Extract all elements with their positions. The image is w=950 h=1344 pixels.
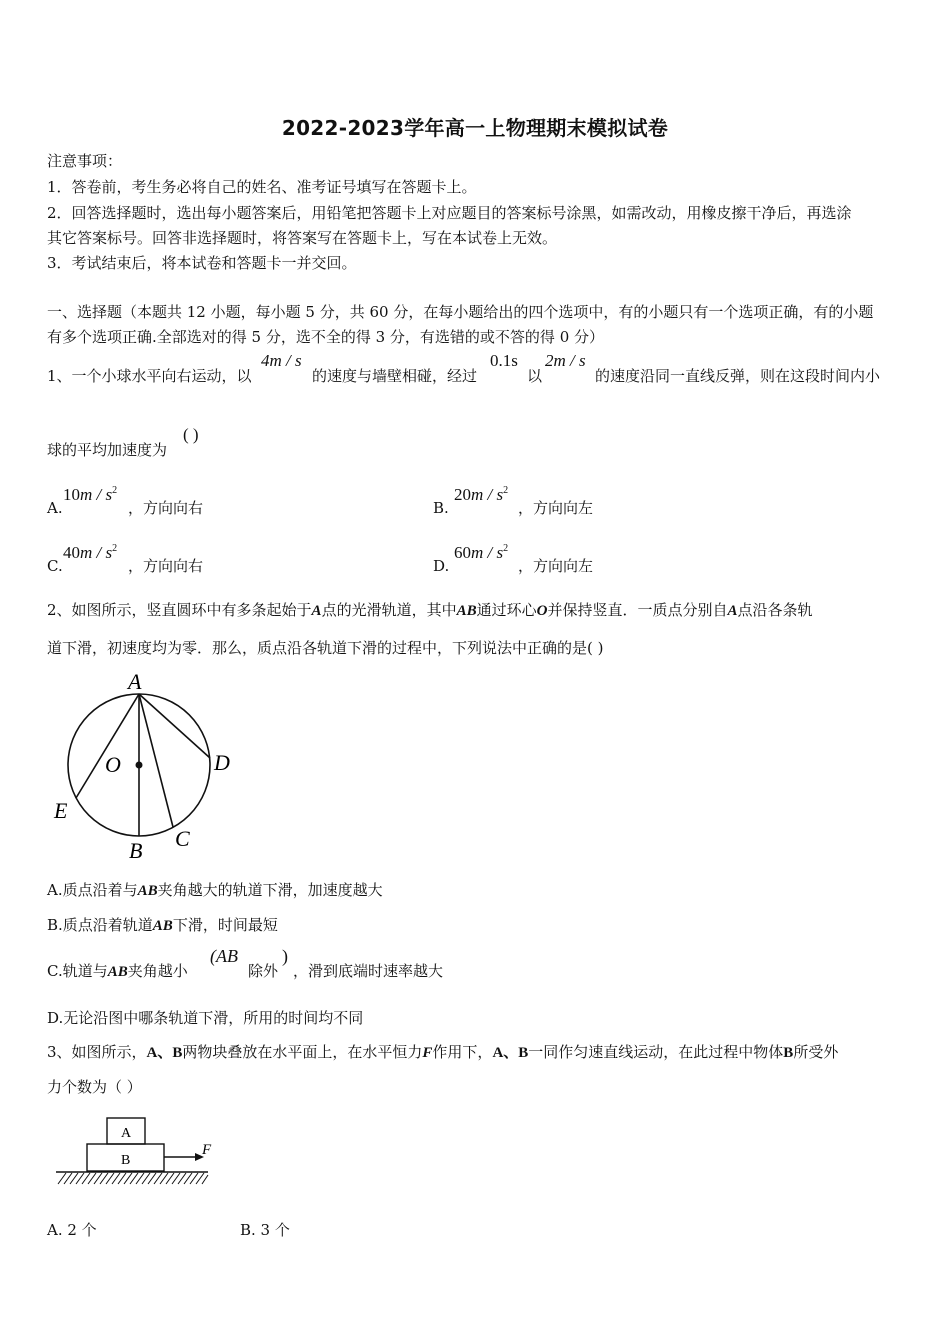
q2-option-b[interactable]	[47, 915, 278, 936]
option-text: 夹角越大的轨道下滑，加速度越大	[157, 881, 383, 899]
option-label: B.	[433, 499, 449, 517]
segment-ab: AB	[107, 964, 128, 980]
q3-text-b: 两物块叠放在水平面上，在水平恒力	[182, 1043, 423, 1061]
option-text: ，方向向右	[128, 499, 204, 517]
option-text: C.轨道与	[47, 962, 108, 980]
option-exponent: 2	[503, 543, 509, 554]
q1-text-part-1: 1、一个小球水平向右运动，以	[47, 367, 252, 385]
center-dot	[136, 762, 143, 769]
page-title: 2022-2023学年高一上物理期末模拟试卷	[281, 116, 669, 140]
option-exponent: 2	[112, 485, 118, 496]
q2-text-d: 并保持竖直．一质点分别自	[547, 601, 728, 619]
option-unit: m / s	[471, 485, 504, 504]
q1-time: 0.1s	[490, 351, 518, 370]
notice-item-3: 3．考试结束后，将本试卷和答题卡一并交回。	[47, 254, 357, 272]
option-number: 60	[454, 543, 471, 562]
label-e: E	[54, 798, 68, 823]
q2-text-line-1	[47, 600, 813, 621]
track-ac	[139, 694, 173, 827]
option-text: 除外	[248, 962, 279, 980]
section-heading-line-2: 有多个选项正确.全部选对的得 5 分，选不全的得 3 分，有选错的或不答的得 0 分）	[47, 328, 605, 346]
q2-text-c: 通过环心	[476, 601, 537, 619]
option-number: 20	[454, 485, 471, 504]
option-number: 10	[63, 485, 80, 504]
circle-track-figure	[48, 665, 248, 865]
exclusion-paren-open: (AB	[210, 946, 238, 966]
option-unit: m / s	[471, 543, 504, 562]
label-force-f: F	[202, 1142, 212, 1158]
label-b: B	[129, 838, 143, 863]
option-text: ，方向向左	[518, 499, 594, 517]
option-exponent: 2	[503, 485, 509, 496]
point-a: A	[727, 603, 738, 619]
point-o: O	[536, 603, 548, 619]
label-d: D	[214, 750, 230, 775]
q1-velocity-2: 2m / s	[545, 351, 586, 370]
q1-answer-paren: ( )	[183, 425, 199, 444]
option-text: ，方向向右	[128, 557, 204, 575]
block-b: B	[783, 1045, 794, 1061]
label-c: C	[175, 826, 190, 851]
exclusion-paren-close: )	[282, 946, 288, 966]
option-text: 下滑，时间最短	[172, 916, 278, 934]
option-text: ，滑到底端时速率越大	[293, 962, 444, 980]
option-text: ，方向向左	[518, 557, 594, 575]
segment-ab: AB	[152, 918, 173, 934]
notice-item-2-line-1: 2．回答选择题时，选出每小题答案后，用铅笔把答题卡上对应题目的答案标号涂黑，如需改动，用橡皮擦干净后，再选涂	[47, 204, 852, 222]
q1-text-line-2: 球的平均加速度为	[47, 441, 168, 459]
q1-text-part-4: 的速度沿同一直线反弹，则在这段时间内小	[595, 367, 881, 385]
option-number: 40	[63, 543, 80, 562]
option-text: 夹角越小	[127, 962, 188, 980]
notice-item-2-line-2: 其它答案标号。回答非选择题时，将答案写在答题卡上，写在本试卷上无效。	[47, 229, 558, 247]
option-text: A.质点沿着与	[47, 881, 138, 899]
notice-heading: 注意事项：	[47, 152, 123, 170]
q2-text-b: 点的光滑轨道，其中	[321, 601, 457, 619]
label-block-b: B	[121, 1153, 131, 1168]
point-a: A	[311, 603, 322, 619]
q3-text-d: 一同作匀速直线运动，在此过程中物体	[528, 1043, 784, 1061]
q1-velocity-1: 4m / s	[261, 351, 302, 370]
segment-ab: AB	[137, 883, 158, 899]
option-unit: m / s	[80, 485, 113, 504]
blocks-ab: A、B	[492, 1045, 529, 1061]
option-unit: m / s	[80, 543, 113, 562]
segment-ab: AB	[456, 603, 477, 619]
blocks-ab: A、B	[146, 1045, 183, 1061]
ground-hatching	[58, 1173, 208, 1184]
option-label: A.	[47, 499, 63, 517]
option-label: C.	[47, 557, 63, 575]
q2-option-a[interactable]	[47, 880, 383, 901]
option-label: D.	[433, 557, 450, 575]
q2-option-d[interactable]: D.无论沿图中哪条轨道下滑，所用的时间均不同	[47, 1009, 364, 1027]
q3-text-c: 作用下，	[432, 1043, 493, 1061]
q2-text-a: 2、如图所示，竖直圆环中有多条起始于	[47, 601, 312, 619]
q3-text-line-1	[47, 1042, 838, 1063]
section-heading-line-1: 一、选择题（本题共 12 小题，每小题 5 分，共 60 分，在每小题给出的四个选项中，有的小题只有一个选项正确，有的小题	[47, 303, 874, 321]
label-o: O	[105, 752, 121, 777]
q3-text-a: 3、如图所示，	[47, 1043, 147, 1061]
q3-option-b[interactable]: B. 3 个	[240, 1221, 290, 1239]
option-exponent: 2	[112, 543, 118, 554]
q3-option-a[interactable]: A. 2 个	[47, 1221, 97, 1239]
q1-text-part-2: 的速度与墙壁相碰，经过	[312, 367, 478, 385]
label-a: A	[128, 669, 142, 694]
q2-text-line-2: 道下滑，初速度均为零．那么，质点沿各轨道下滑的过程中，下列说法中正确的是( )	[47, 639, 604, 657]
option-text: B.质点沿着轨道	[47, 916, 153, 934]
stacked-blocks-figure	[52, 1112, 222, 1192]
q3-text-line-2: 力个数为（ ）	[47, 1078, 142, 1096]
notice-item-1: 1．答卷前，考生务必将自己的姓名、准考证号填写在答题卡上。	[47, 178, 477, 196]
track-ae	[76, 694, 139, 798]
label-block-a: A	[121, 1126, 132, 1141]
q3-text-e: 所受外	[793, 1043, 839, 1061]
force-f: F	[422, 1045, 433, 1061]
q1-text-part-3: 以	[527, 367, 543, 385]
q2-text-e: 点沿各条轨	[737, 601, 813, 619]
